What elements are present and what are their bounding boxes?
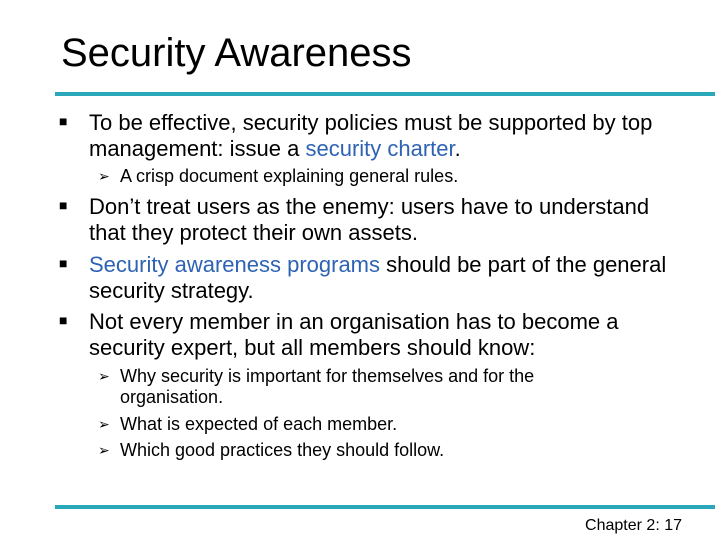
- square-bullet-icon: ■: [59, 312, 68, 328]
- arrowhead-bullet-icon: ➢: [98, 442, 110, 458]
- sub-bullet-4-2: [98, 414, 590, 435]
- arrowhead-bullet-icon: ➢: [98, 416, 110, 432]
- footer-divider: [55, 505, 715, 509]
- sub-bullet-text: A crisp document explaining general rules.: [120, 166, 459, 186]
- bullet-text: Don’t treat users as the enemy: users have to understand that they protect their own assets.: [89, 194, 650, 245]
- highlight-awareness-programs: Security awareness programs: [89, 252, 381, 277]
- arrowhead-bullet-icon: ➢: [98, 368, 110, 384]
- bullet-item-3: [59, 252, 679, 304]
- square-bullet-icon: ■: [59, 197, 68, 213]
- title-divider: [55, 92, 715, 96]
- bullet-item-2: [59, 194, 679, 246]
- bullet-text: Not every member in an organisation has to become a security expert, but all members should know:: [89, 309, 619, 360]
- sub-bullet-1-1: [98, 166, 590, 187]
- bullet-text-end: .: [454, 136, 461, 161]
- slide-title: Security Awareness: [61, 31, 412, 75]
- sub-bullet-4-3: [98, 440, 590, 461]
- page-number: Chapter 2: 17: [585, 517, 682, 534]
- square-bullet-icon: ■: [59, 113, 68, 129]
- bullet-text: should be part of the general security strategy.: [89, 252, 667, 303]
- highlight-security-charter: security charter: [305, 136, 455, 161]
- sub-bullet-text: What is expected of each member.: [120, 414, 398, 434]
- arrowhead-bullet-icon: ➢: [98, 168, 110, 184]
- bullet-text: To be effective, security policies must be supported by top management: issue a: [89, 110, 653, 161]
- square-bullet-icon: ■: [59, 255, 68, 271]
- bullet-item-1: [59, 110, 679, 162]
- bullet-item-4: [59, 309, 679, 361]
- sub-bullet-4-1: [98, 366, 590, 408]
- sub-bullet-text: Which good practices they should follow.: [120, 440, 445, 460]
- sub-bullet-text: Why security is important for themselves and for the organisation.: [120, 366, 535, 407]
